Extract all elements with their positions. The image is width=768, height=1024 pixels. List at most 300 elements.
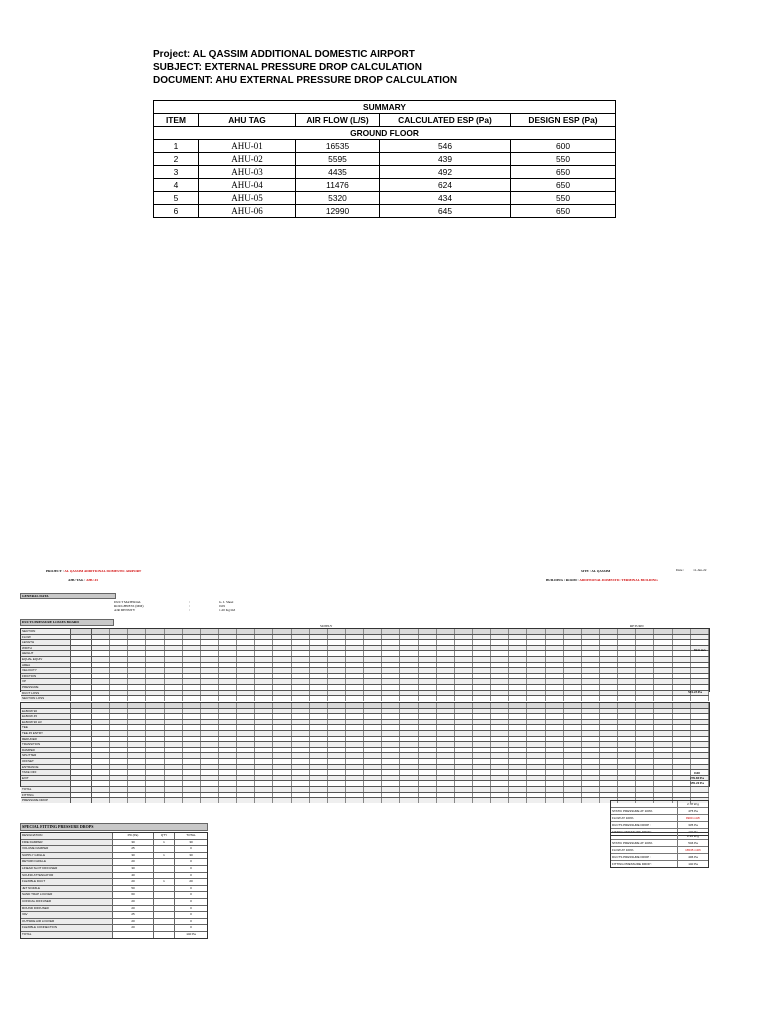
grid-cell [183,720,201,725]
grid-cell [237,781,255,786]
pressure-label: STATIC PRESSURE AT 100% [612,809,653,813]
grid-cell [673,629,691,634]
sfp-cell: 0 [190,925,192,930]
grid-unit-cell [71,696,92,701]
grid-cell [600,635,618,640]
grid-cell [128,781,146,786]
grid-row-label: TEE 45 ENTRY [21,731,71,736]
grid-cell [92,674,110,679]
grid-cell [509,725,527,730]
grid-cell [491,776,509,781]
grid-cell [310,720,328,725]
grid-cell [527,685,545,690]
col-design-esp: DESIGN ESP (Pa) [511,114,616,127]
grid-cell [600,737,618,742]
grid-cell [328,720,346,725]
grid-cell [255,663,273,668]
grid-cell [92,770,110,775]
board-title-bar: DUCTS PRESSURE LOSSES BOARD [20,619,114,626]
grid-cell [183,679,201,684]
grid-cell [201,737,219,742]
grid-cell [509,714,527,719]
grid-cell [455,742,473,747]
grid-cell [618,635,636,640]
grid-cell [582,663,600,668]
grid-cell [618,753,636,758]
grid-cell [582,709,600,714]
grid-cell [292,635,310,640]
grid-cell [128,793,146,798]
grid-cell [636,629,654,634]
grid-row-label: TEE [21,725,71,730]
grid-cell [273,668,291,673]
tag-cell: AHU-02 [199,153,296,166]
grid-cell [546,765,564,770]
grid-cell [582,640,600,645]
sfp-cell [154,919,175,925]
grid-cell [473,651,491,656]
grid-cell [437,742,455,747]
pressure-label [611,833,677,839]
grid-cell [128,737,146,742]
grid-cell [128,674,146,679]
sfp-cell: 0 [190,865,192,870]
grid-cell [110,685,128,690]
grid-cell [310,793,328,798]
sheet-ahu-tag: AHU TAG : AHU-01 [68,578,99,582]
grid-cell [600,759,618,764]
grid-cell [273,646,291,651]
grid-cell [691,703,709,708]
grid-cell [237,798,255,803]
sfp-row [21,840,207,847]
grid-cell [582,731,600,736]
grid-cell [165,753,183,758]
grid-cell [183,770,201,775]
grid-cell [618,679,636,684]
grid-cell [310,668,328,673]
grid-cell [654,651,672,656]
grid-cell [328,759,346,764]
grid-cell [273,781,291,786]
grid-cell [219,657,237,662]
grid-cell [165,759,183,764]
grid-cell [273,714,291,719]
grid-cell [146,793,164,798]
grid-cell [255,640,273,645]
grid-cell [110,793,128,798]
grid-cell [618,651,636,656]
grid-cell [382,748,400,753]
grid-cell [564,798,582,803]
grid-cell [146,657,164,662]
grid-cell [364,787,382,792]
grid-cell [419,703,437,708]
grid-cell [382,635,400,640]
sfp-cell [154,912,175,918]
grid-cell [546,696,564,701]
grid-cell [546,685,564,690]
grid-cell [600,776,618,781]
sfp-cell: CONICAL DIFFUSER [21,899,113,905]
return-label: RETURN [630,624,644,628]
grid-cell [455,781,473,786]
grid-cell [255,753,273,758]
grid-cell [636,685,654,690]
sfp-cell: DESIGNATION [21,833,113,839]
grid-unit-cell [71,714,92,719]
grid-cell [201,703,219,708]
grid-cell [400,720,418,725]
grid-cell [328,770,346,775]
grid-cell [273,737,291,742]
grid-cell [273,640,291,645]
grid-cell [455,703,473,708]
grid-cell [128,629,146,634]
grid-cell [491,781,509,786]
grid-cell [165,651,183,656]
grid-cell [691,737,709,742]
grid-cell [654,748,672,753]
grid-cell [564,731,582,736]
grid-cell [364,781,382,786]
grid-cell [527,765,545,770]
grid-cell [292,657,310,662]
sfp-cell: 0 [190,898,192,903]
pressure-value: 140 Pa [677,829,708,835]
summary-row [154,179,616,192]
grid-cell [310,703,328,708]
grid-cell [364,709,382,714]
summary-row [154,192,616,205]
sfp-row [21,925,207,932]
grid-cell [128,685,146,690]
grid-cell [183,793,201,798]
pressure-row [611,861,708,867]
grid-cell [527,737,545,742]
grid-cell [183,663,201,668]
grid-cell [219,685,237,690]
sfp-cell: FLEXIBLE DUCT [21,879,113,885]
grid-unit-cell [71,776,92,781]
sfp-title-bar: SPECIAL FITTING PRESSURE DROPS [20,823,208,831]
pressure-value: 16535 m3/h [677,847,708,853]
grid-cell [437,703,455,708]
sfp-row [21,932,207,938]
grid-cell [273,657,291,662]
pressure-value: 475 Pa [677,808,708,814]
grid-cell [636,696,654,701]
grid2-sum3: 359.20 Pa [690,781,704,785]
grid-cell [419,759,437,764]
grid-cell [346,714,364,719]
grid-cell [201,640,219,645]
document-header [153,48,457,87]
grid-cell [509,703,527,708]
grid-cell [146,742,164,747]
grid-cell [419,696,437,701]
grid-cell [673,742,691,747]
grid-cell [582,696,600,701]
grid-cell [527,798,545,803]
grid-cell [691,759,709,764]
grid-cell [509,663,527,668]
sfp-row [21,833,207,840]
grid-cell [346,776,364,781]
grid-cell [673,776,691,781]
grid-cell [419,714,437,719]
grid-cell [346,668,364,673]
grid-cell [92,731,110,736]
grid-cell [128,640,146,645]
grid-cell [673,737,691,742]
sfp-row [21,886,207,893]
grid-cell [582,703,600,708]
grid-cell [201,793,219,798]
grid-cell [546,793,564,798]
grid-cell [600,731,618,736]
grid-cell [564,663,582,668]
grid-cell [691,731,709,736]
grid-cell [455,646,473,651]
grid-cell [165,709,183,714]
grid-cell [128,753,146,758]
grid-cell [546,714,564,719]
grid-cell [255,737,273,742]
pressure-value: 406 Pa [677,854,708,860]
grid-cell [455,731,473,736]
grid-cell [400,635,418,640]
grid-cell [654,635,672,640]
grid-cell [110,720,128,725]
grid-cell [673,668,691,673]
grid-cell [292,753,310,758]
grid-cell [618,646,636,651]
grid-cell [455,668,473,673]
grid-cell [600,720,618,725]
grid-cell [110,776,128,781]
summary-row [154,153,616,166]
grid-cell [419,770,437,775]
grid-cell [473,703,491,708]
sfp-cell: TOTAL [21,932,113,938]
grid-cell [237,691,255,696]
grid-cell [146,674,164,679]
pressure-row [611,847,708,854]
grid-cell [546,770,564,775]
grid-cell [128,720,146,725]
grid-cell [673,793,691,798]
grid-unit-cell [71,748,92,753]
grid-cell [92,765,110,770]
tag-cell: AHU-05 [199,192,296,205]
grid-cell [564,679,582,684]
grid-cell [219,737,237,742]
sfp-row [21,899,207,906]
sheet-project: PROJECT : AL QASSIM ADDITIONAL DOMESTIC AIRPORT [46,569,142,573]
grid-cell [146,696,164,701]
grid-cell [346,635,364,640]
grid-cell [437,668,455,673]
grid-cell [600,679,618,684]
grid-cell [400,793,418,798]
grid-cell [600,714,618,719]
pressure-value: 546 Pa [677,840,708,846]
grid-cell [255,635,273,640]
grid-cell [473,635,491,640]
grid-cell [491,709,509,714]
grid-cell [273,742,291,747]
pressure-label: DUCTS PRESSURE DROP : [612,823,651,827]
grid-cell [636,651,654,656]
summary-row [154,166,616,179]
grid-cell [146,725,164,730]
grid-cell [273,685,291,690]
grid-cell [419,629,437,634]
grid-cell [110,679,128,684]
grid-cell [455,629,473,634]
grid-cell [92,703,110,708]
grid-cell [165,629,183,634]
sfp-row [21,879,207,886]
grid-cell [310,696,328,701]
grid-row-label: AREA [21,663,71,668]
grid-cell [654,663,672,668]
grid-cell [92,629,110,634]
grid-cell [691,787,709,792]
grid-cell [201,651,219,656]
sfp-cell [154,846,175,852]
grid-cell [691,685,709,690]
grid-cell [491,737,509,742]
grid-cell [310,753,328,758]
grid-unit-cell [71,685,92,690]
fittings-grid [20,702,710,803]
grid-cell [292,679,310,684]
pressure-value: 9900 m3/h [677,815,708,821]
grid-cell [183,703,201,708]
grid-cell [382,720,400,725]
summary-row [154,205,616,218]
grid-cell [346,663,364,668]
sfp-cell: SOUND ATTENUATOR [21,873,113,879]
grid-cell [346,685,364,690]
grid-cell [654,668,672,673]
grid-cell [273,651,291,656]
tag-cell: AHU-03 [199,166,296,179]
grid-cell [400,725,418,730]
grid-cell [110,691,128,696]
sfp-cell: 0 [190,872,192,877]
grid-cell [473,691,491,696]
grid-cell [691,629,709,634]
grid-cell [564,635,582,640]
grid-cell [673,703,691,708]
grid-cell [273,770,291,775]
grid-row-label: ELBOW 90 [21,709,71,714]
grid-cell [419,781,437,786]
summary-row [154,140,616,153]
sfp-cell: 1 [154,840,175,846]
grid-unit-cell [71,668,92,673]
grid-cell [618,776,636,781]
grid-cell [582,765,600,770]
grid-cell [546,781,564,786]
grid-cell [273,793,291,798]
grid-cell [654,781,672,786]
grid-cell [673,753,691,758]
grid-cell [219,765,237,770]
grid-cell [328,776,346,781]
grid-cell [400,674,418,679]
summary-table [153,100,616,218]
grid-cell [455,663,473,668]
grid-cell [237,776,255,781]
grid-cell [564,691,582,696]
grid-cell [582,725,600,730]
grid-cell [382,776,400,781]
grid-cell [582,737,600,742]
grid-cell [582,685,600,690]
grid-cell [491,685,509,690]
grid-cell [400,776,418,781]
grid-cell [310,640,328,645]
sheet-site: SITE : AL QASSIM [581,569,611,573]
sfp-cell: VAV [21,912,113,918]
grid-cell [455,759,473,764]
grid-cell [165,691,183,696]
grid-cell [346,709,364,714]
pressure-label: STATIC PRESSURE AT 100% [612,841,653,845]
grid-cell [255,781,273,786]
grid-cell [92,781,110,786]
tag-cell: AHU-01 [199,140,296,153]
grid-cell [636,781,654,786]
grid-cell [255,651,273,656]
grid-cell [618,781,636,786]
grid-cell [328,679,346,684]
grid-cell [582,679,600,684]
grid-unit-cell [71,674,92,679]
grid-cell [509,629,527,634]
grid-cell [509,668,527,673]
grid-cell [165,657,183,662]
grid-row-label [21,781,71,786]
grid-cell [636,709,654,714]
grid-cell [328,640,346,645]
sfp-cell: QTY [154,833,175,839]
grid-cell [437,753,455,758]
pressure-row [611,815,708,822]
sfp-cell: 1 [154,879,175,885]
grid-cell [255,759,273,764]
grid-cell [546,742,564,747]
sfp-cell: FIRE DAMPER [21,840,113,846]
grid-cell [509,759,527,764]
grid-cell [673,759,691,764]
grid-cell [473,731,491,736]
grid-cell [654,776,672,781]
grid-cell [455,725,473,730]
grid-cell [437,709,455,714]
grid-cell [146,685,164,690]
grid-cell [437,725,455,730]
grid-cell [600,640,618,645]
grid-cell [219,646,237,651]
grid-cell [527,753,545,758]
grid-cell [618,737,636,742]
grid-cell [128,731,146,736]
